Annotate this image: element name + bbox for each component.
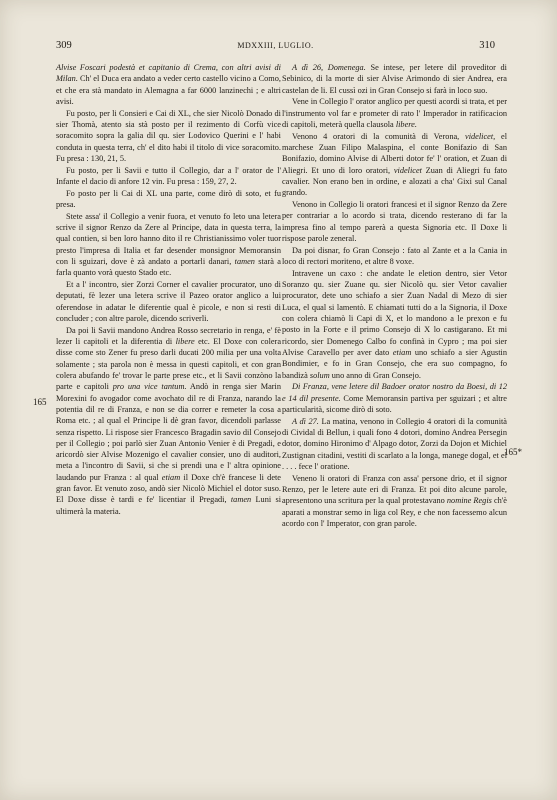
text: uno anno di Gran Consejo. <box>329 370 421 380</box>
italic-word: videlicet <box>393 165 422 175</box>
text: Ch' el Duca era andato a veder certo castello vicino a Como, et che era stà mandato in Alemagna a far 6000 lanzinechi ; e altri avisi. <box>56 74 281 106</box>
text: Come Memoransin partiva per sguizari ; et altre particularità, sicome dirò di soto. <box>282 393 507 414</box>
paragraph <box>282 473 507 529</box>
paragraph <box>282 416 507 472</box>
paragraph: Venono in Collegio li oratori francesi et il signor Renzo da Zere per contrariar a lo acordo si trata, dicendo resterano di far la impresa fino al tempo parerà a questa Signoria etc. Il Doxe li rispose parole zeneral. <box>282 200 507 243</box>
left-page-number: 309 <box>56 40 72 51</box>
italic-heading: A dì 27. <box>292 416 319 426</box>
paragraph <box>282 62 507 96</box>
paragraph <box>56 62 281 107</box>
paragraph <box>282 131 507 199</box>
text: uno schiafo a sier Agustin Bondimier, e fo in Gran Consejo, che era suo compagno, fo bandizà <box>282 347 507 380</box>
text: il Doxe ch'è francese li dete gran favor. Et venuto zoso, andò sier Nicolò Michiel el dotor suso. El Doxe disse è tardi e fe' licentiar il Pregadi, <box>56 472 281 505</box>
text: Luni si ultimerà la materia. <box>56 495 282 516</box>
text: Stete assa' il Collegio a venir fuora, et venuto fo leto una letera scrive il signor Renzo da Zere al Principe, data in questa terra, la qual contien, si ben loro hanno dito il re Christianissimo voler tuor presto l'impresa di Italia et far desender monsignor Memoransin con li sguizari, dove è zà andato a portarli danari, <box>56 211 281 267</box>
left-margin-number: 165 <box>33 397 47 407</box>
text: Andò in renga sier Marin Morexini fo avogador come avochato dil re di Franza, narando la potentia dil re di Franza, e non se dia correr e remeter la cosa a Roma etc. ; al qual el Principe li dè gran favor, dicendoli parlasse senza rispetto. Li rispose sier Francesco Bragadin savio dil Consejo per il Collegio ; poi parlò sier Zuan Antonio Venier è di Pregadi, e aricordò sier Alvise Mozenigo el cavalier consier, uno di auditori, meta a l'incontro di Savii, si che si prendi una e l' altra opinione laudando pur Franza : al qual <box>56 382 281 482</box>
text: Intravene un caxo : che andate le eletion dentro, sier Vetor Soranzo qu. sier Zuane qu. sier Nicolò qu. sier Vetor cavalier procurator, dete uno schiafo a sier Zuan Nadal di Mezo di sier Luca, el qual si lamentò. E chiamati tutti do a la Signoria, il Doxe con colera chiamò li Capi di X, et lo mandono a le prexon e fu posto in la Forte e il primo Consejo di X lo castigarano. Et mi ricordo, sier Domenego Calbo fo confinà in Cypro ; ma poi sier Alvise Caravello per aver dato <box>282 268 507 357</box>
italic-word: libere <box>175 337 195 347</box>
left-column <box>56 62 281 517</box>
paragraph: Fu posto, per li Consieri e Cai di XL, che sier Nicolò Donado di sier Thomà, atento sia stà posto per il rezimento di Corfù vice soracomito sopra la galia dil qu. sier Lodovico Querini e l' habi conduta in questa terra, ch' el dito habi il titolo di vice soracomito. Fu presa : 130, 21, 5. <box>56 108 281 163</box>
italic-word: pro una vice tantum. <box>112 382 187 392</box>
italic-word: etiam <box>161 472 181 482</box>
text: starà a farla quanto vorà questo Stado etc. <box>56 257 281 278</box>
paragraph <box>56 325 281 517</box>
paragraph <box>282 96 507 130</box>
text: Da poi li Savii mandono Andrea Rosso secretario in renga, e' fè lezer li capitoli et la diferentia di <box>56 325 281 347</box>
right-margin-number: 165* <box>504 447 522 457</box>
italic-word: tamen <box>234 257 255 267</box>
text: Veneno li oratori di Franza con assa' persone drio, et il signor Renzo, per le letere aute eri di Franza. Et poi dito alcune parole, apresentono una scritura per la qual protestavano <box>282 473 507 506</box>
paragraph <box>282 381 507 415</box>
italic-word: etiam <box>392 347 412 357</box>
right-page-number: 310 <box>479 40 495 51</box>
text: Se intese, per letere dil proveditor di Sebinico, di la morte di sier Alvise Arimondo di sier Andrea, era castelan de li. El cussì ozi in Gran Consejo si farà in loco suo. <box>282 63 507 95</box>
text: La matina, venono in Collegio 4 oratori di la comunità di Cividal di Bellun, i quali fono 4 dotori, domino Andrea Persegin dotor, domino Hironimo d' Alpago dotor, Zorzi da Dojon et Michiel Zustignan citadini, vestiti di scarlato a la longa, manege dogal, et el . . . . fece l' oratione. <box>282 416 507 471</box>
right-column <box>282 62 507 529</box>
running-head: MDXXIII, LUGLIO. <box>237 41 314 50</box>
text: el marchese Zuan Filipo Malaspina, el conte Bonifazio di San Bonifazio, domino Alvise di Alberti dotor fe' l' oration, et Zuan di Aliegri. Et uno di loro oratori, <box>282 131 508 175</box>
text: ch'è aparati a monstrar semo in liga col Rey, e che non facessemo alcun acordo con l' Imperator, con gran parole. <box>282 496 507 528</box>
italic-heading: A dì 26, Domenega. <box>292 63 366 72</box>
italic-word: solum <box>309 370 330 380</box>
italic-word: tamen <box>230 495 252 505</box>
text: Venono 4 oratori di la comunità di Verona, <box>292 131 466 141</box>
text: Zuan di Aliegri fu fato cavalier. Non erano ben in ordine, e alozati a cha' Gixi sul Canal grando. <box>282 165 507 198</box>
paragraph: Fu posto, per li Savii e tutto il Collegio, dar a l' orator de l' Infante el dacio di anfore 12 vin. Fu presa : 159, 27, 2. <box>56 165 281 186</box>
italic-word: nomine Regis <box>446 496 492 506</box>
paragraph: Da poi disnar, fo Gran Consejo : fato al Zante et a la Cania in loco di rectori moriteno, et altre 8 voxe. <box>282 245 507 267</box>
italic-heading: Di Franza, vene letere dil Badoer orator nostro da Boesi, di 12 e 14 dil presente. <box>282 382 507 403</box>
paragraph <box>56 211 281 279</box>
text: Vene in Collegio l' orator anglico per questi acordi si trata, et per l'instrumento vol far e prometer di rato l' Imperador in ratificacion di capitoli, meterà quella clausola <box>282 97 507 129</box>
italic-word: videlicet, <box>465 131 496 141</box>
italic-heading: Alvise Foscari podestà et capitanio di Crema, con altri avisi di Milan. <box>56 63 281 84</box>
italic-word: libere. <box>395 119 417 129</box>
text: etc. El Doxe con colera disse come sto Zener fu preso darli ducati 200 milia per una volta solamente ; sta parola non è messa in questi capitoli, et con gran colera abufando fe' trovar le parte prese etc., et li Savii conzòno la parte e capitoli <box>56 337 281 392</box>
paragraph: Et a l' incontro, sier Zorzi Corner el cavalier procurator, uno di deputati, fè lezer una letera scrive il Pazeo orator anglico a lui oferendose in adatar le diferentie qual è picole, e non si resti di concluder ; con altre parole, dicendo scriverli. <box>56 280 281 324</box>
paragraph <box>282 268 507 381</box>
paragraph: Fo posto per li Cai di XL una parte, come dirò di soto, et fu presa. <box>56 188 281 210</box>
page-header <box>56 40 495 54</box>
